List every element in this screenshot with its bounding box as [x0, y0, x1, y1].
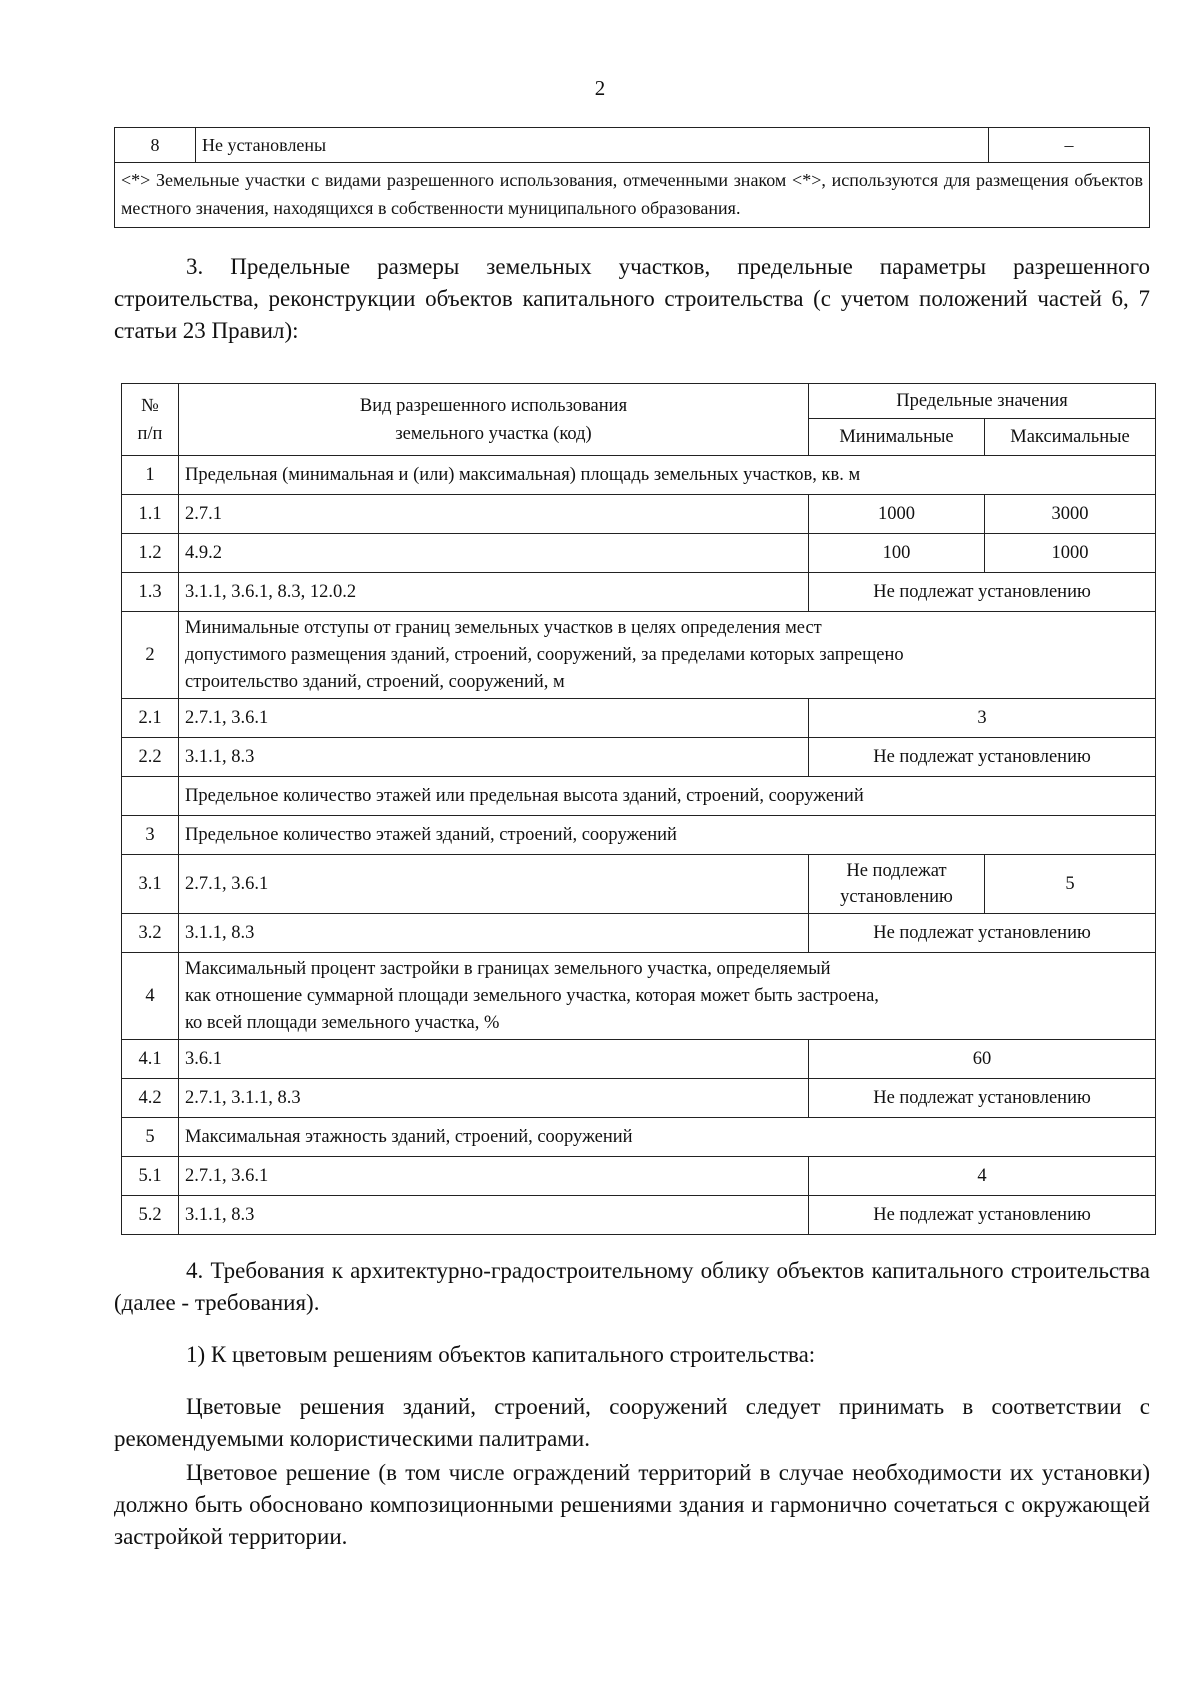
table-row	[122, 1118, 1156, 1157]
row-text: Максимальная этажность зданий, строений, сооружений	[179, 1118, 1156, 1157]
row-number: 4.1	[122, 1040, 179, 1079]
header-max: Максимальные	[985, 419, 1156, 456]
row-number: 1.1	[122, 495, 179, 534]
row-value: Не подлежат установлению	[809, 738, 1156, 777]
table-row	[115, 163, 1150, 228]
row-number: 1	[122, 456, 179, 495]
table-row	[122, 1157, 1156, 1196]
row-code: 2.7.1, 3.1.1, 8.3	[179, 1079, 809, 1118]
table-row	[122, 738, 1156, 777]
row-number	[122, 777, 179, 816]
row-value: Не подлежат установлению	[809, 1196, 1156, 1235]
row-code: 2.7.1, 3.6.1	[179, 699, 809, 738]
table-row	[122, 1040, 1156, 1079]
row-number: 3.2	[122, 914, 179, 953]
paragraph-color-2: Цветовое решение (в том числе ограждений территорий в случае необходимости их установки) должно быть обосновано композиционными решениями здания и гармонично сочетаться с окружающей застройкой территории.	[114, 1460, 1150, 1549]
row-code: 3.1.1, 3.6.1, 8.3, 12.0.2	[179, 573, 809, 612]
row-number: 2	[122, 612, 179, 699]
limits-table	[121, 383, 1156, 1235]
paragraph-color-1: Цветовые решения зданий, строений, сооружений следует принимать в соответствии с рекомендуемыми колористическими палитрами.	[114, 1394, 1150, 1451]
table-row	[122, 777, 1156, 816]
row-text: Предельная (минимальная и (или) максимальная) площадь земельных участков, кв. м	[179, 456, 1156, 495]
row-max: 5	[985, 855, 1156, 914]
row-number: 5	[122, 1118, 179, 1157]
table-row	[122, 953, 1156, 1040]
row-value: 4	[809, 1157, 1156, 1196]
row-min: 1000	[809, 495, 985, 534]
table-row	[122, 699, 1156, 738]
table-row	[122, 855, 1156, 914]
table-row	[122, 1196, 1156, 1235]
row-text: Предельное количество этажей или предельная высота зданий, строений, сооружений	[179, 777, 1156, 816]
row-number: 3.1	[122, 855, 179, 914]
row-value: –	[989, 128, 1150, 163]
footnote: <*> Земельные участки с видами разрешенного использования, отмеченными знаком <*>, используются для размещения объектов местного значения, находящихся в собственности муниципального образования.	[115, 163, 1150, 228]
row-number: 2.1	[122, 699, 179, 738]
header-row	[122, 384, 1156, 419]
row-text: Предельное количество этажей зданий, строений, сооружений	[179, 816, 1156, 855]
row-value: 3	[809, 699, 1156, 738]
header-limits: Предельные значения	[809, 384, 1156, 419]
row-value: Не подлежат установлению	[809, 1079, 1156, 1118]
row-value: Не подлежат установлению	[809, 914, 1156, 953]
paragraph-3: 3. Предельные размеры земельных участков, предельные параметры разрешенного строительства, реконструкции объектов капитального строительства (с учетом положений частей 6, 7 статьи 23 Правил):	[114, 254, 1150, 343]
top-table	[114, 127, 1150, 228]
row-code: 4.9.2	[179, 534, 809, 573]
row-max: 1000	[985, 534, 1156, 573]
table-row	[122, 914, 1156, 953]
page-number: 2	[594, 76, 606, 100]
table-row	[122, 1079, 1156, 1118]
row-number: 5.1	[122, 1157, 179, 1196]
table-row	[122, 495, 1156, 534]
row-code: 3.1.1, 8.3	[179, 738, 809, 777]
paragraph-4: 4. Требования к архитектурно-градостроительному облику объектов капитального строительства (далее - требования).	[114, 1258, 1150, 1315]
row-code: 2.7.1, 3.6.1	[179, 1157, 809, 1196]
row-text: Минимальные отступы от границ земельных участков в целях определения мест допустимого размещения зданий, строений, сооружений, за пределами которых запрещено строительство зданий, строений, сооружений, м	[179, 612, 1156, 699]
row-number: 4.2	[122, 1079, 179, 1118]
row-code: 3.1.1, 8.3	[179, 914, 809, 953]
row-code: 3.6.1	[179, 1040, 809, 1079]
table-row	[115, 128, 1150, 163]
row-text: Максимальный процент застройки в границах земельного участка, определяемый как отношение суммарной площади земельного участка, которая может быть застроена, ко всей площади земельного участка, %	[179, 953, 1156, 1040]
header-min: Минимальные	[809, 419, 985, 456]
table-row	[122, 456, 1156, 495]
row-code: 2.7.1, 3.6.1	[179, 855, 809, 914]
row-number: 4	[122, 953, 179, 1040]
row-min: 100	[809, 534, 985, 573]
row-min: Не подлежат установлению	[809, 855, 985, 914]
row-value: 60	[809, 1040, 1156, 1079]
row-text: Не установлены	[196, 128, 989, 163]
row-number: 5.2	[122, 1196, 179, 1235]
table-row	[122, 534, 1156, 573]
row-number: 1.2	[122, 534, 179, 573]
paragraph-4-1: 1) К цветовым решениям объектов капитального строительства:	[186, 1342, 816, 1367]
row-number: 3	[122, 816, 179, 855]
row-number: 1.3	[122, 573, 179, 612]
row-value: Не подлежат установлению	[809, 573, 1156, 612]
table-row	[122, 816, 1156, 855]
row-code: 3.1.1, 8.3	[179, 1196, 809, 1235]
header-type: Вид разрешенного использования земельного участка (код)	[179, 384, 809, 456]
table-row	[122, 573, 1156, 612]
row-number: 8	[115, 128, 196, 163]
table-row	[122, 612, 1156, 699]
row-number: 2.2	[122, 738, 179, 777]
header-num: № п/п	[122, 384, 179, 456]
row-max: 3000	[985, 495, 1156, 534]
row-code: 2.7.1	[179, 495, 809, 534]
